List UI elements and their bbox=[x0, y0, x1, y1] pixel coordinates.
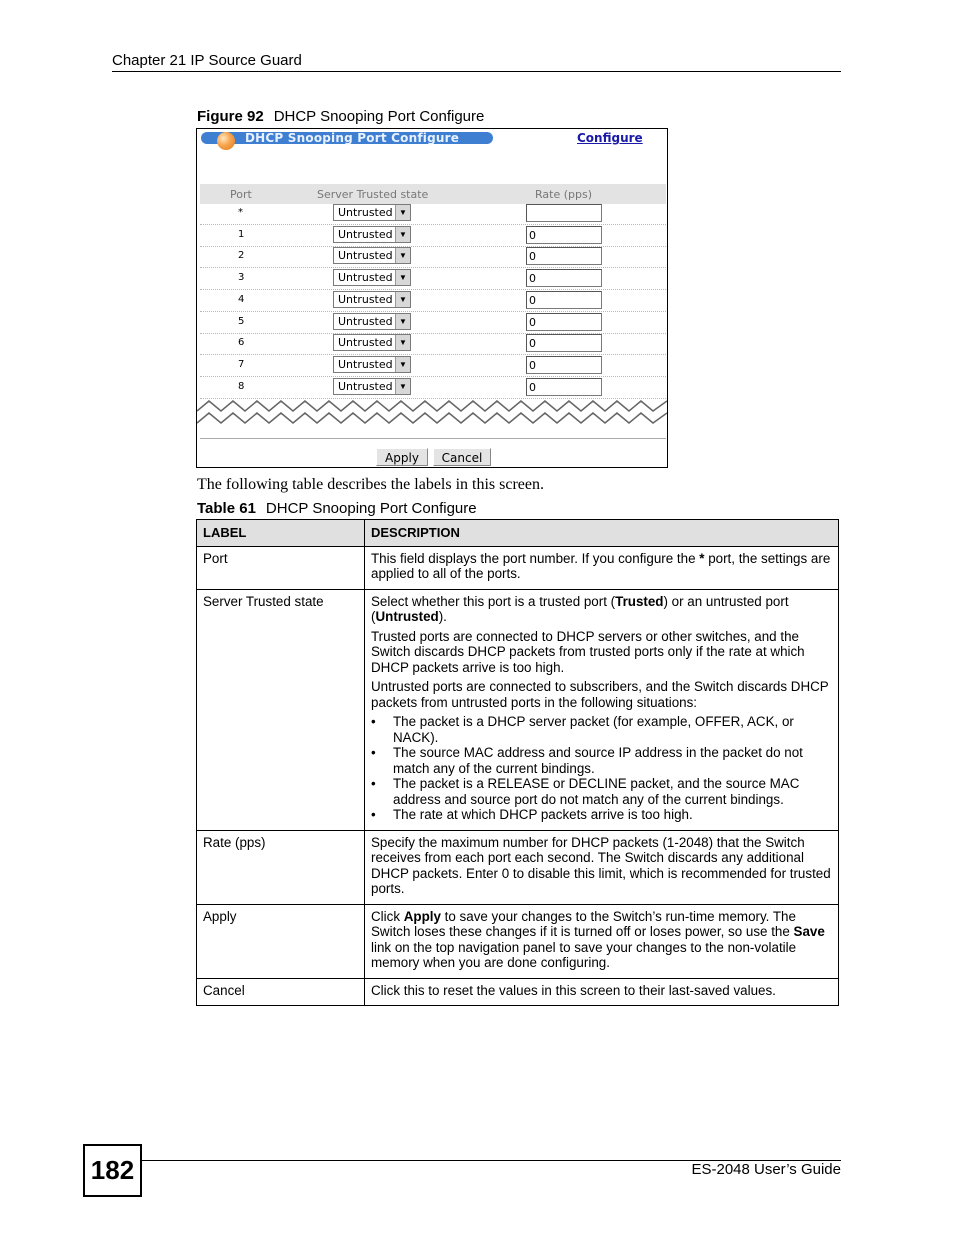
row-desc-server-trusted-state bbox=[365, 589, 839, 830]
apply-button[interactable]: Apply bbox=[376, 448, 428, 466]
port-table-header bbox=[200, 184, 666, 204]
trusted-state-select[interactable] bbox=[333, 269, 411, 286]
rate-value: 0 bbox=[529, 293, 536, 307]
rate-input[interactable] bbox=[526, 204, 602, 222]
guide-title: ES-2048 User’s Guide bbox=[691, 1161, 841, 1178]
figure-title: DHCP Snooping Port Configure bbox=[273, 108, 485, 125]
table-title: DHCP Snooping Port Configure bbox=[265, 500, 477, 517]
list-item: • The packet is a RELEASE or DECLINE packet, and the source MAC address and source port do not match any of the current bindings. bbox=[371, 776, 832, 807]
row-label-server-trusted-state: Server Trusted state bbox=[197, 589, 365, 830]
trusted-state-value: Untrusted bbox=[338, 249, 393, 263]
button-divider bbox=[200, 438, 666, 439]
trusted-state-value: Untrusted bbox=[338, 271, 393, 285]
trusted-state-select[interactable] bbox=[333, 356, 411, 373]
chevron-down-icon: ▼ bbox=[395, 292, 410, 307]
trusted-state-value: Untrusted bbox=[338, 206, 393, 219]
desc-paragraph bbox=[371, 594, 832, 625]
chapter-header: Chapter 21 IP Source Guard bbox=[112, 52, 302, 69]
trusted-state-select[interactable] bbox=[333, 226, 411, 243]
rate-value: 0 bbox=[529, 337, 536, 351]
page-number: 182 bbox=[83, 1144, 142, 1197]
trusted-state-value: Untrusted bbox=[338, 357, 393, 371]
chevron-down-icon: ▼ bbox=[395, 357, 410, 372]
chevron-down-icon: ▼ bbox=[395, 335, 410, 350]
row-label-cancel: Cancel bbox=[197, 978, 365, 1006]
screen-title-bar bbox=[201, 132, 493, 144]
port-row bbox=[200, 333, 666, 355]
desc-text: Select whether this port is a trusted port ( bbox=[371, 593, 616, 609]
chevron-down-icon: ▼ bbox=[395, 270, 410, 285]
header-rule bbox=[112, 71, 841, 72]
trusted-state-value: Untrusted bbox=[338, 292, 393, 306]
rate-input[interactable] bbox=[526, 247, 602, 265]
table-caption bbox=[197, 500, 477, 517]
col-header-port: Port bbox=[230, 188, 252, 201]
rate-value: 0 bbox=[529, 272, 536, 286]
port-number: 3 bbox=[238, 272, 245, 284]
rate-input[interactable] bbox=[526, 313, 602, 331]
row-desc-rate: Specify the maximum number for DHCP packets (1-2048) that the Switch receives from each port each second. The Switch discards any additional DHCP packets. Enter 0 to disable this limit, which is recommended for trusted ports. bbox=[365, 830, 839, 904]
chevron-down-icon: ▼ bbox=[395, 205, 410, 220]
rate-input[interactable] bbox=[526, 269, 602, 287]
rate-input[interactable] bbox=[526, 356, 602, 374]
label-header: LABEL bbox=[197, 520, 365, 547]
table-label: Table 61 bbox=[197, 500, 256, 517]
trusted-state-value: Untrusted bbox=[338, 379, 393, 393]
desc-text: Click bbox=[371, 908, 404, 924]
desc-text: to save your changes to the Switch’s run-time memory. The Switch loses these changes if it is turned off or loses power, so use the bbox=[371, 908, 796, 939]
desc-bold: Apply bbox=[403, 908, 441, 924]
port-number: 6 bbox=[238, 337, 245, 349]
desc-text: port, the settings are applied to all of the ports. bbox=[371, 550, 831, 581]
port-number: 4 bbox=[238, 293, 245, 305]
list-item: • The rate at which DHCP packets arrive is too high. bbox=[371, 807, 832, 823]
port-number: 7 bbox=[238, 358, 245, 370]
figure-caption bbox=[197, 108, 484, 125]
rate-input[interactable] bbox=[526, 226, 602, 244]
zigzag-break bbox=[197, 393, 667, 429]
desc-bold: Save bbox=[793, 924, 825, 939]
title-orb-icon bbox=[217, 132, 235, 150]
trusted-state-value: Untrusted bbox=[338, 336, 393, 350]
trusted-state-select[interactable] bbox=[333, 204, 411, 221]
list-item: • The packet is a DHCP server packet (for example, OFFER, ACK, or NACK). bbox=[371, 714, 832, 745]
table-row bbox=[197, 546, 839, 589]
table-row bbox=[197, 978, 839, 1006]
description-header: DESCRIPTION bbox=[365, 520, 839, 547]
col-header-state: Server Trusted state bbox=[317, 188, 429, 201]
row-desc-apply bbox=[365, 904, 839, 978]
desc-text: ). bbox=[438, 609, 447, 624]
port-number: 5 bbox=[238, 315, 245, 327]
chevron-down-icon: ▼ bbox=[395, 314, 410, 329]
trusted-state-select[interactable] bbox=[333, 291, 411, 308]
trusted-state-value: Untrusted bbox=[338, 227, 393, 241]
chevron-down-icon: ▼ bbox=[395, 227, 410, 242]
desc-text: ) or an untrusted port ( bbox=[371, 593, 789, 624]
desc-paragraph: Trusted ports are connected to DHCP servers or other switches, and the Switch discards DHCP packets from trusted ports only if the rate at which DHCP packets arrive is too high. bbox=[371, 628, 805, 675]
desc-bold: Trusted bbox=[615, 593, 664, 609]
rate-input[interactable] bbox=[526, 291, 602, 309]
table-row bbox=[197, 589, 839, 830]
screen-title: DHCP Snooping Port Configure bbox=[245, 131, 460, 145]
row-desc-port bbox=[365, 546, 839, 589]
cancel-button[interactable]: Cancel bbox=[433, 448, 491, 466]
trusted-state-value: Untrusted bbox=[338, 314, 393, 328]
port-row bbox=[200, 290, 666, 312]
desc-bold: Untrusted bbox=[375, 609, 439, 624]
row-desc-cancel: Click this to reset the values in this screen to their last-saved values. bbox=[365, 978, 839, 1006]
chevron-down-icon: ▼ bbox=[395, 248, 410, 263]
trusted-state-select[interactable] bbox=[333, 313, 411, 330]
port-row bbox=[200, 203, 666, 225]
rate-value: 0 bbox=[529, 315, 536, 329]
port-row bbox=[200, 312, 666, 334]
desc-bold: * bbox=[699, 550, 705, 566]
table-header-row bbox=[197, 520, 839, 547]
list-item: • The source MAC address and source IP address in the packet do not match any of the current bindings. bbox=[371, 745, 832, 776]
chevron-down-icon: ▼ bbox=[395, 379, 410, 394]
row-label-apply: Apply bbox=[197, 904, 365, 978]
port-row bbox=[200, 268, 666, 290]
port-number: * bbox=[238, 207, 243, 218]
desc-paragraph: Untrusted ports are connected to subscribers, and the Switch discards DHCP packets from untrusted ports in the following situations: bbox=[371, 679, 829, 710]
trusted-state-select[interactable] bbox=[333, 247, 411, 264]
row-label-port: Port bbox=[197, 546, 365, 589]
port-number: 2 bbox=[238, 250, 245, 262]
screenshot-panel bbox=[196, 128, 668, 468]
port-number: 8 bbox=[238, 380, 245, 392]
rate-input[interactable] bbox=[526, 334, 602, 352]
trusted-state-select[interactable] bbox=[333, 334, 411, 351]
desc-text: link on the top navigation panel to save your changes to the non-volatile memory when you are done configuring. bbox=[371, 939, 797, 970]
intro-text: The following table describes the labels in this screen. bbox=[197, 476, 545, 493]
rate-value: 0 bbox=[529, 250, 536, 264]
col-header-rate: Rate (pps) bbox=[535, 188, 592, 201]
table-row bbox=[197, 830, 839, 904]
desc-text: This field displays the port number. If you configure the bbox=[371, 550, 700, 566]
port-number: 1 bbox=[238, 228, 245, 240]
rate-value: 0 bbox=[529, 228, 536, 242]
port-row bbox=[200, 225, 666, 247]
bullet-list bbox=[371, 714, 832, 823]
description-table bbox=[196, 519, 839, 1006]
figure-label: Figure 92 bbox=[197, 108, 264, 125]
port-row bbox=[200, 246, 666, 268]
port-row bbox=[200, 355, 666, 377]
table-row bbox=[197, 904, 839, 978]
configure-link[interactable]: Configure bbox=[577, 131, 643, 145]
rate-value: 0 bbox=[529, 358, 536, 372]
rate-value: 0 bbox=[529, 380, 536, 394]
row-label-rate: Rate (pps) bbox=[197, 830, 365, 904]
